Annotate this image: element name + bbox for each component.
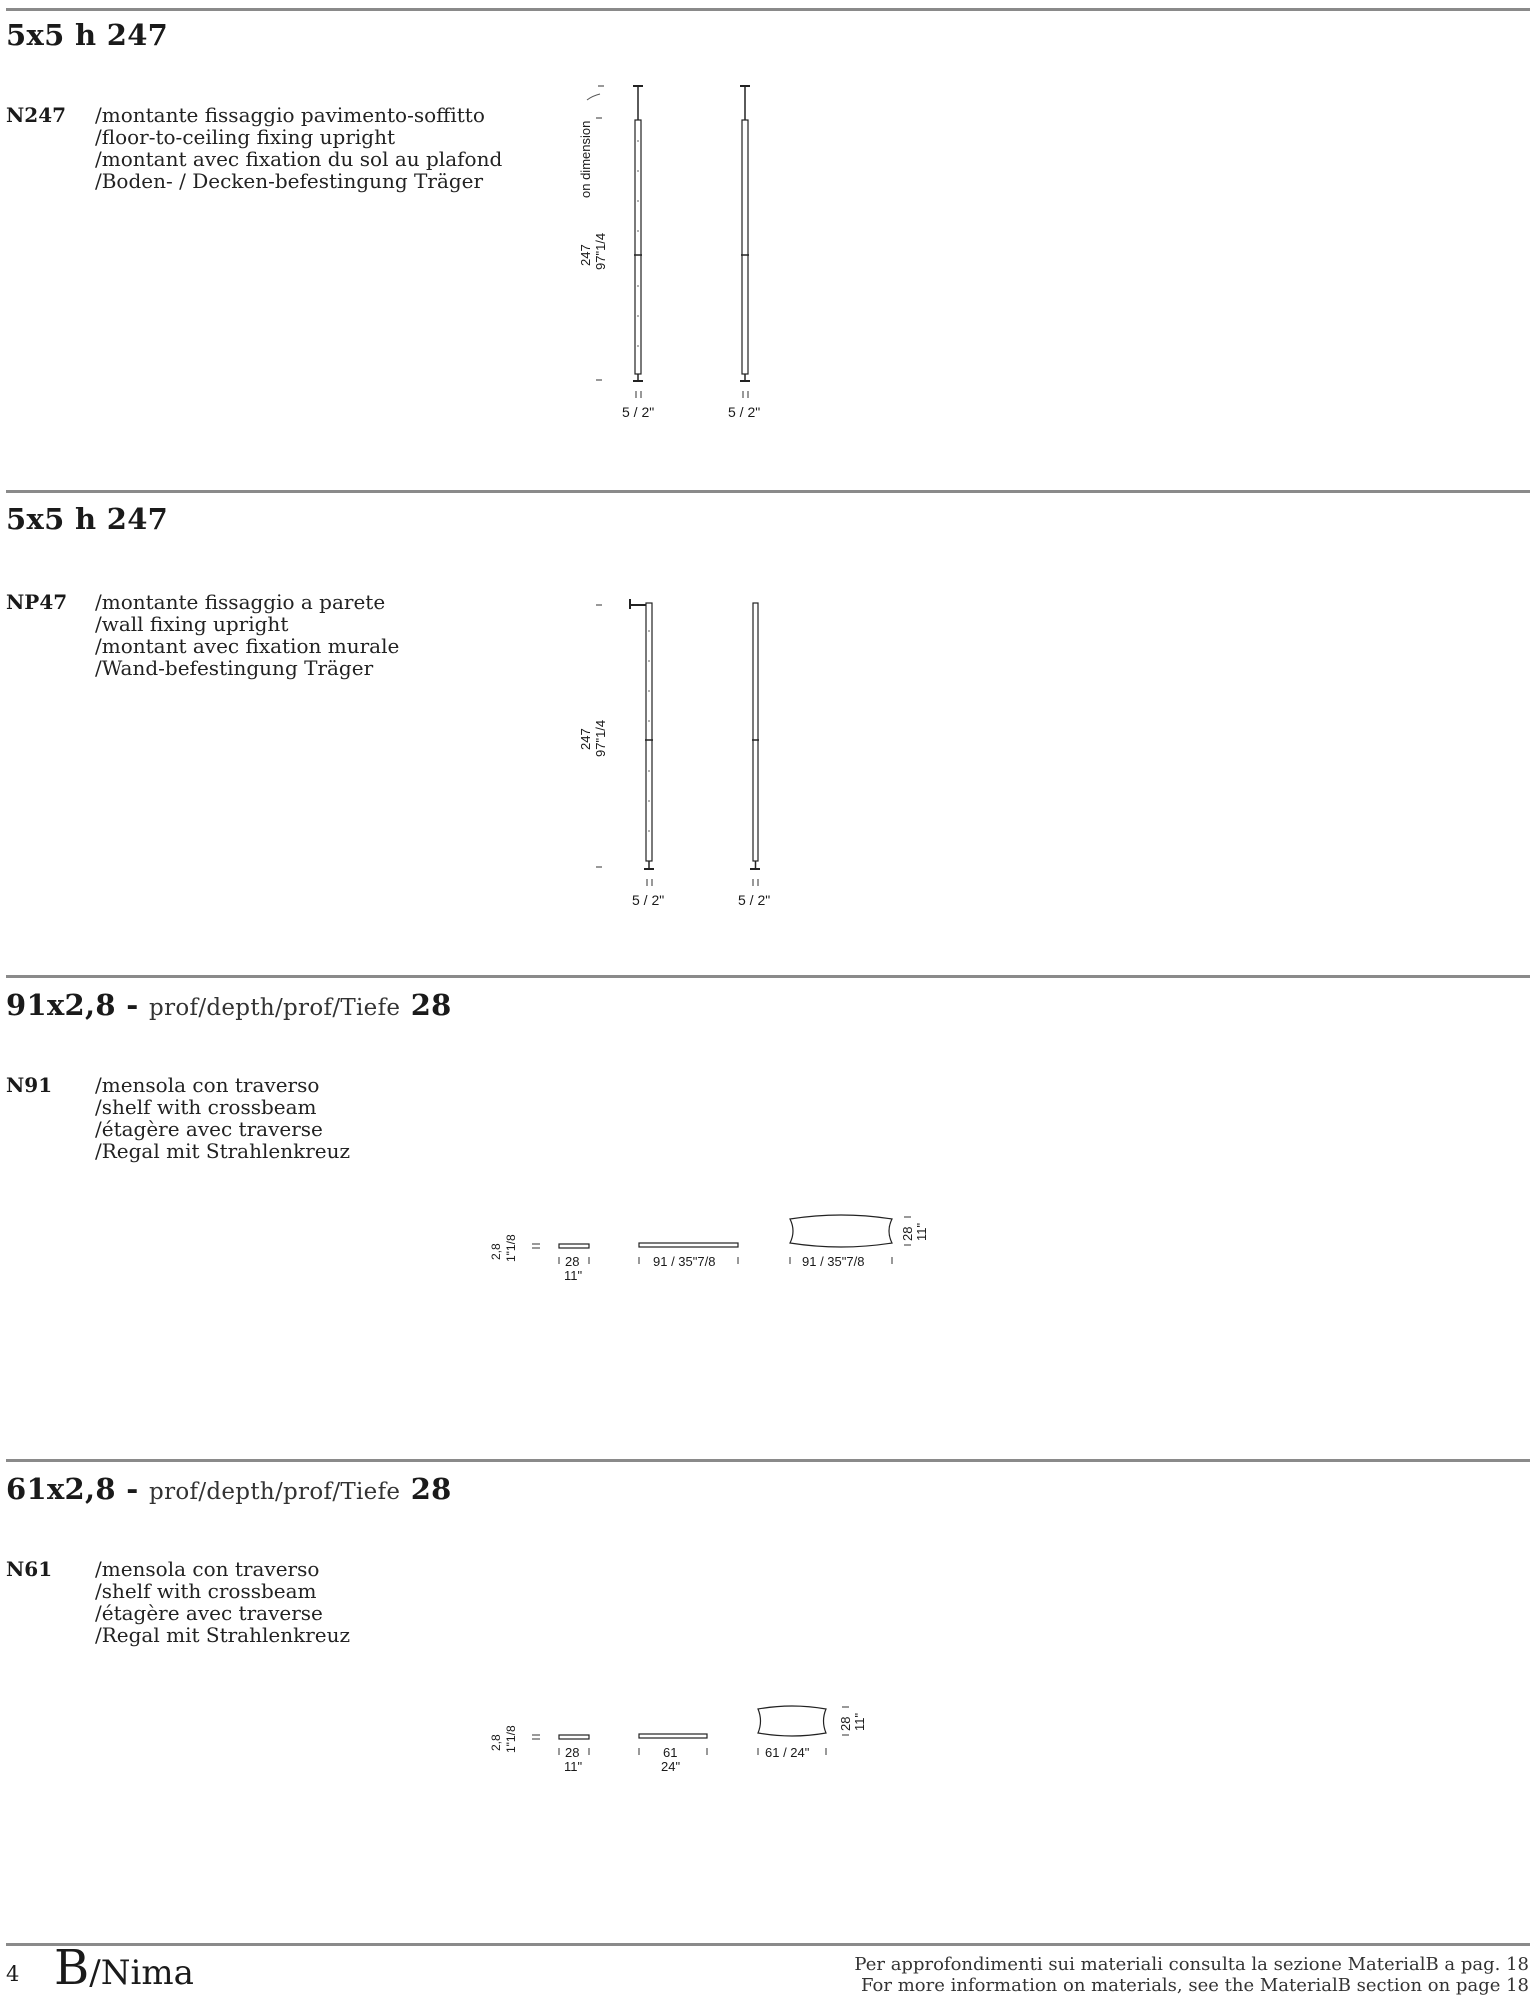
- heading-text: 5x5 h 247: [6, 18, 169, 52]
- heading-depth-label: prof/depth/prof/Tiefe: [149, 1479, 401, 1505]
- top-depth-label: 28: [838, 1716, 853, 1731]
- description-line-en: /shelf with crossbeam: [95, 1095, 317, 1119]
- product-code: N61: [6, 1557, 53, 1581]
- description-line-it: /mensola con traverso: [95, 1073, 320, 1097]
- heading-text: 5x5 h 247: [6, 502, 169, 536]
- section-divider: [6, 8, 1530, 11]
- product-description: [95, 104, 502, 192]
- height-inch-label: 97"1/4: [593, 719, 608, 757]
- section-divider: [6, 490, 1530, 493]
- heading-text: 61x2,8 -: [6, 1472, 139, 1506]
- description-line-de: /Wand-befestingung Träger: [95, 656, 374, 680]
- product-name: /Nima: [89, 1953, 194, 1993]
- top-depth-label: 28: [900, 1226, 915, 1241]
- depth-inch-label: 11": [564, 1759, 583, 1774]
- height-label: 247: [578, 244, 593, 266]
- section-heading: [6, 988, 452, 1022]
- upright-wall-fixing-drawing: [560, 595, 800, 915]
- product-description: [95, 1558, 350, 1646]
- description-line-de: /Regal mit Strahlenkreuz: [95, 1139, 351, 1163]
- depth-label: 28: [565, 1254, 580, 1269]
- shelf-61-drawing: [480, 1695, 880, 1795]
- section-heading: [6, 18, 168, 52]
- on-dimension-label: on dimension: [578, 120, 593, 198]
- product-code: NP47: [6, 590, 68, 614]
- page-number: 4: [6, 1962, 20, 1986]
- description-line-it: /montante fissaggio a parete: [95, 590, 386, 614]
- section-divider: [6, 1459, 1530, 1462]
- height-label: 247: [578, 728, 593, 750]
- width-label: 91 / 35"7/8: [653, 1254, 716, 1269]
- thickness-label: 2,8: [489, 1734, 503, 1751]
- materials-note-it: Per approfondimenti sui materiali consulta la sezione MaterialB a pag. 18: [854, 1954, 1529, 1975]
- product-description: [95, 591, 399, 679]
- description-line-fr: /montant avec fixation du sol au plafond: [95, 147, 503, 171]
- product-code: N91: [6, 1073, 53, 1097]
- thickness-label: 2,8: [489, 1243, 503, 1260]
- description-line-en: /floor-to-ceiling fixing upright: [95, 125, 395, 149]
- top-width-label: 61 / 24": [765, 1745, 810, 1760]
- section-heading: [6, 502, 168, 536]
- heading-depth-value: 28: [410, 1472, 452, 1506]
- description-line-de: /Boden- / Decken-befestingung Träger: [95, 169, 484, 193]
- height-inch-label: 97"1/4: [593, 232, 608, 270]
- section-divider: [6, 975, 1530, 978]
- top-depth-inch-label: 11": [914, 1222, 929, 1241]
- thickness-inch-label: 1"1/8: [504, 1234, 518, 1262]
- width-label: 61: [663, 1745, 678, 1760]
- materials-note-en: For more information on materials, see the MaterialB section on page 18: [861, 1975, 1529, 1996]
- product-code: N247: [6, 103, 67, 127]
- brand-mark: B: [54, 1940, 90, 1996]
- base-dimension-right: 5 / 2": [738, 892, 771, 908]
- description-line-fr: /étagère avec traverse: [95, 1601, 323, 1625]
- depth-label: 28: [565, 1745, 580, 1760]
- width-inch-label: 24": [661, 1759, 681, 1774]
- section-heading: [6, 1472, 452, 1506]
- description-line-de: /Regal mit Strahlenkreuz: [95, 1623, 351, 1647]
- materials-note: [854, 1954, 1529, 1996]
- brand-logo: [54, 1940, 194, 1996]
- base-dimension-right: 5 / 2": [728, 404, 761, 420]
- heading-depth-label: prof/depth/prof/Tiefe: [149, 995, 401, 1021]
- description-line-fr: /étagère avec traverse: [95, 1117, 323, 1141]
- base-dimension-left: 5 / 2": [622, 404, 655, 420]
- product-description: [95, 1074, 350, 1162]
- description-line-en: /shelf with crossbeam: [95, 1579, 317, 1603]
- top-depth-inch-label: 11": [852, 1712, 867, 1731]
- description-line-en: /wall fixing upright: [95, 612, 289, 636]
- description-line-it: /mensola con traverso: [95, 1557, 320, 1581]
- shelf-91-drawing: [480, 1210, 940, 1290]
- heading-depth-value: 28: [410, 988, 452, 1022]
- upright-floor-ceiling-drawing: [560, 80, 800, 420]
- base-dimension-left: 5 / 2": [632, 892, 665, 908]
- description-line-it: /montante fissaggio pavimento-soffitto: [95, 103, 485, 127]
- description-line-fr: /montant avec fixation murale: [95, 634, 400, 658]
- footer-divider: [6, 1943, 1530, 1946]
- heading-text: 91x2,8 -: [6, 988, 139, 1022]
- depth-inch-label: 11": [564, 1268, 583, 1283]
- top-width-label: 91 / 35"7/8: [802, 1254, 865, 1269]
- thickness-inch-label: 1"1/8: [504, 1725, 518, 1753]
